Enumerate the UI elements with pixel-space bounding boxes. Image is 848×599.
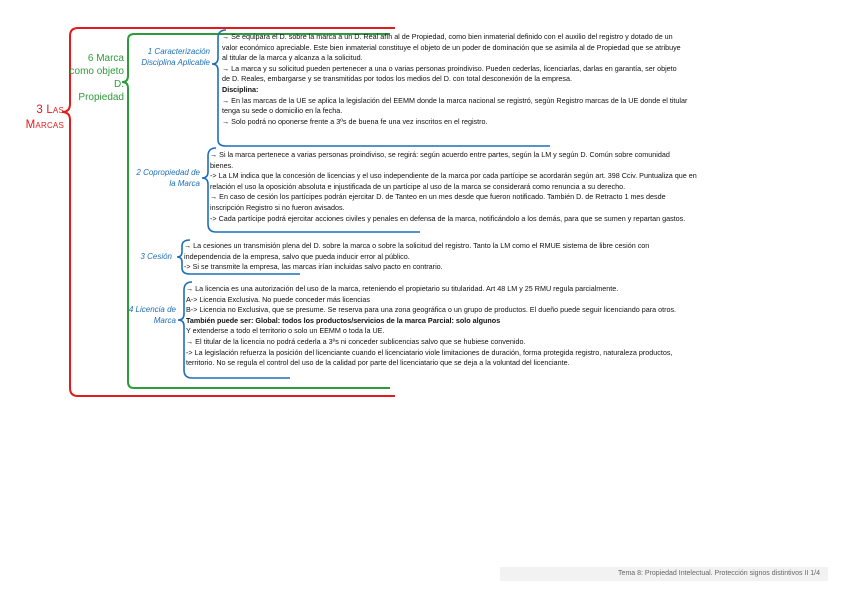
section-content-copropiedad [210,150,697,224]
content-line: -> La legislación refuerza la posición del licenciante cuando el licenciatario viole limitaciones de duración, forma protegida registro, naturaleza productos, [186,347,673,357]
content-line: relación el uso la oposición absoluta e injustificada de un partícipe al uso de la marca se considerará como renuncia a su derecho. [210,181,626,191]
content-line: al titular de la marca y alcanza a la solicitud. [222,53,363,63]
content-line: inscripción Registro si no fueron avisados. [210,202,345,212]
section-label-copropiedad: 2 Copropiedad de la Marca [136,168,200,188]
subtitle: 6 Marca como objeto D. Propiedad [69,53,124,103]
section-label-caracterizacion: 1 Caracterización Disciplina Aplicable [141,47,210,67]
content-line: → En las marcas de la UE se aplica la legislación del EEMM donde la marca nacional se registró, según Registro marcas de la UE donde el titular [222,95,688,105]
content-line: Disciplina: [222,84,259,94]
section-content-licencia [186,284,676,369]
content-line: tenga su sede o domicilio en la fecha. [222,106,343,116]
content-line: También puede ser: Global: todos los productos/servicios de la marca Parcial: solo algunos [186,315,501,325]
content-line: -> La LM indica que la concesión de licencias y el uso independiente de la marca por cada partícipe se acordarán según art. 398 Cciv. Puntualiza que en [210,171,697,181]
content-line: → La marca y su solicitud pueden pertenecer a una o varias personas proindiviso. Pueden cederlas, licenciarlas, darlas en garantía, ser objeto [222,63,677,73]
section-content-cesion [184,241,649,273]
page-footer: Tema 8: Propiedad Intelectual. Protección signos distintivos II 1/4 [500,567,828,581]
content-line: -> Cada partícipe podrá ejercitar acciones civiles y penales en defensa de la marca, notificándolo a los demás, para que se sumen y repartan gastos. [210,213,686,223]
main-title: 3 Las Marcas [25,104,64,131]
content-line: → La licencia es una autorización del uso de la marca, reteniendo el propietario su titularidad. Art 48 LM y 25 RMU regula parcialmente. [186,284,619,293]
section-label-licencia: 4 Licencia de Marca [128,305,176,325]
content-line: → La cesiones un transmisión plena del D. sobre la marca o sobre la solicitud del registro. Tanto la LM como el RMUE sistema de libre cesión con [184,241,650,250]
content-line: bienes. [210,160,234,170]
content-line: A-> Licencia Exclusiva. No puede conceder más licencias [186,294,370,304]
content-line: → El titular de la licencia no podrá cederla a 3ºs ni conceder sublicencias salvo que se hubiese convenido. [186,336,526,346]
content-line: → En caso de cesión los partícipes podrán ejercitar D. de Tanteo en un mes desde que fueron notificado. También D. de Retracto 1 mes desde [210,192,666,202]
content-line: → Si la marca pertenece a varias personas proindiviso, se regirá: según acuerdo entre partes, según la LM y según D. Común sobre comunidad [210,150,670,159]
content-line: de D. Reales, embargarse y se transmitidas por todos los medios del D. con total desconexión de la empresa. [222,74,572,84]
content-line: B-> Licencia no Exclusiva, que se presume. Se reserva para una zona geográfica o un grupo de productos. El dueño puede seguir licenciando para otros. [186,305,677,315]
content-line: territorio. No se regula el control del uso de la calidad por parte del licenciatario que se deja a la voluntad del licenciante. [186,358,570,368]
content-line: → Solo podrá no oponerse frente a 3ºs de buena fe una vez inscritos en el registro. [222,116,488,126]
content-line: valor económico apreciable. Este bien inmaterial constituye el objeto de un poder de dominación que se asimila al de Propiedad que se atribuye [222,42,681,52]
section-content-caracterizacion [222,32,687,127]
content-line: -> Si se transmite la empresa, las marcas irían incluidas salvo pacto en contrario. [184,262,443,272]
content-line: → Se equipara el D. sobre la marca a un D. Real afín al de Propiedad, como bien inmaterial definido con el auxilio del registro y dotado de un [222,32,673,41]
content-line: Y extenderse a todo el territorio o solo un EEMM o toda la UE. [186,326,385,336]
content-line: independencia de la empresa, salvo que pueda inducir error al público. [184,251,410,261]
section-label-cesion: 3 Cesión [140,252,172,261]
